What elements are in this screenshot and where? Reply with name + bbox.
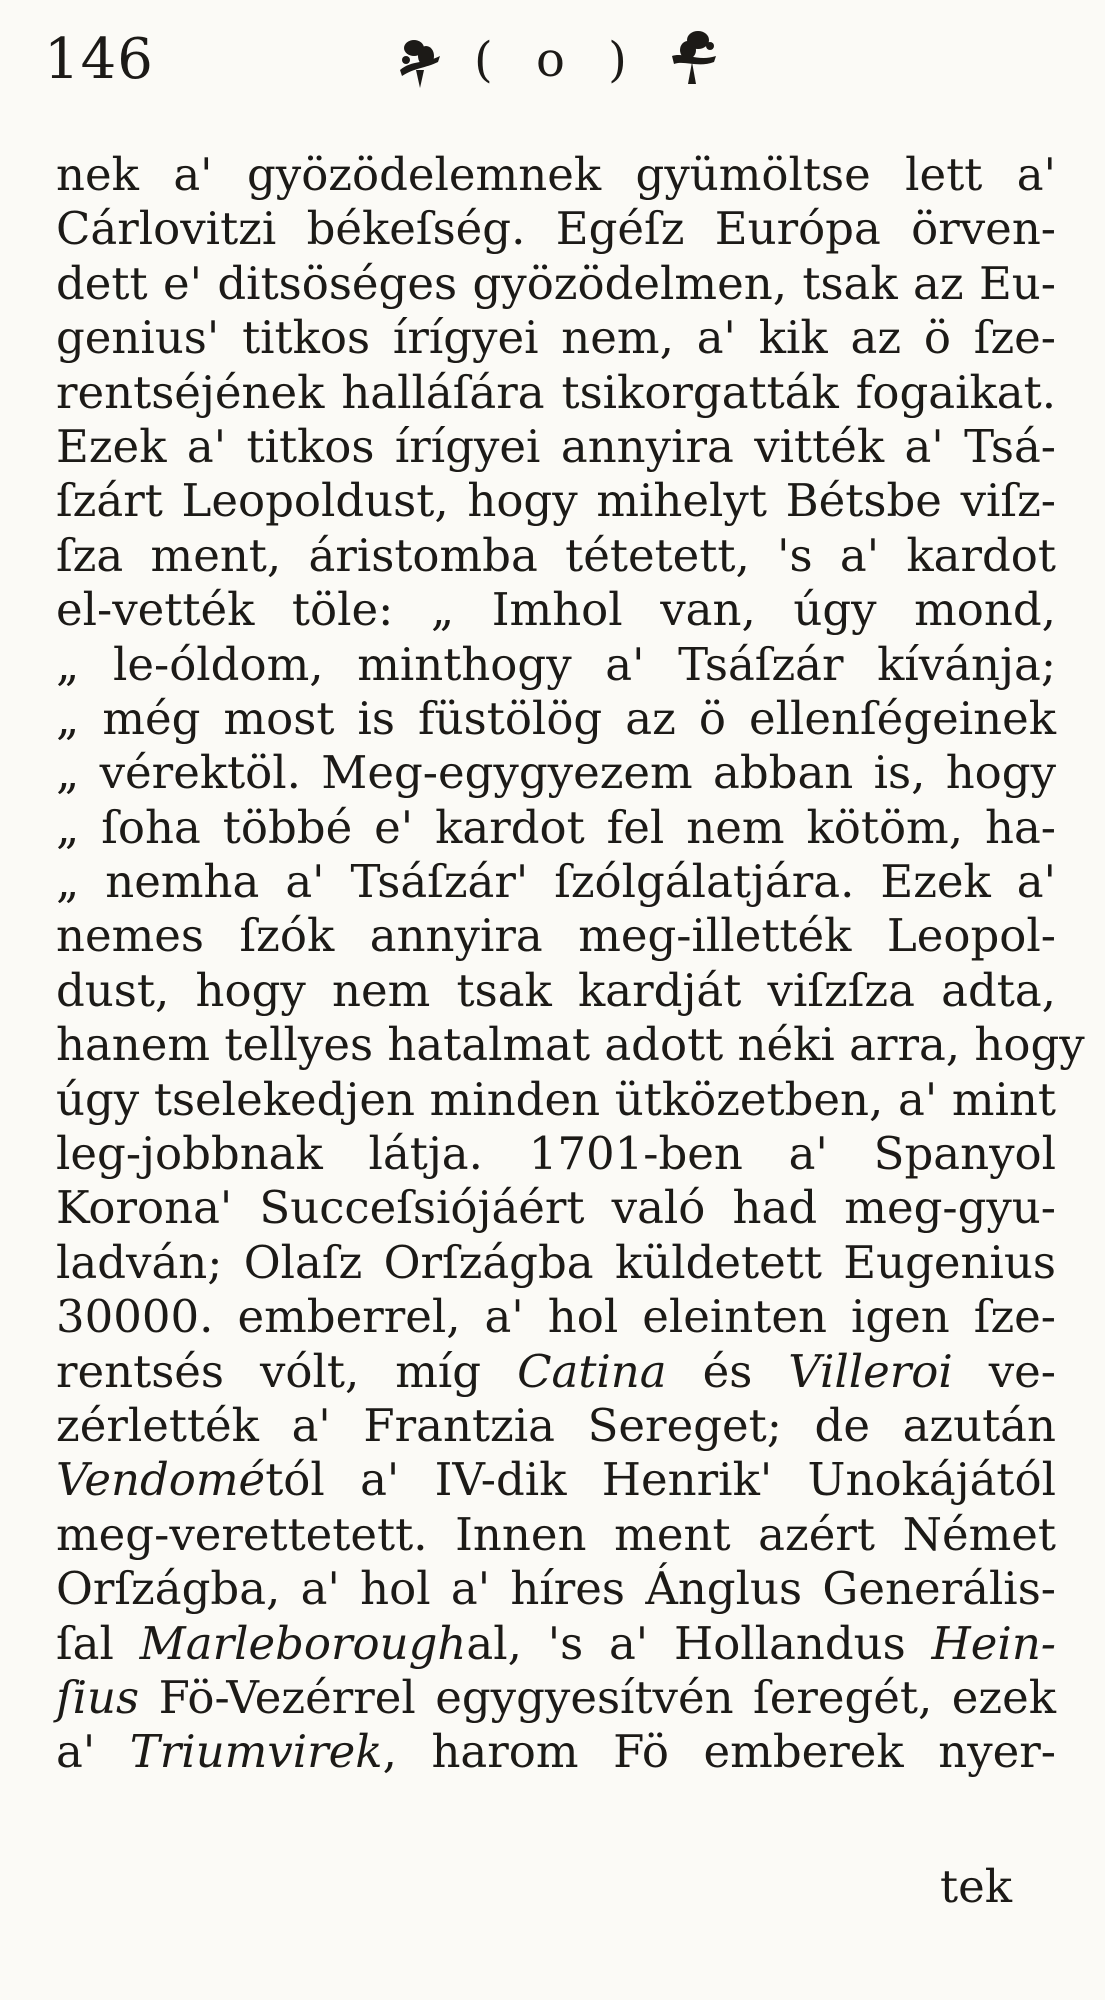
text-line: dust, hogy nem tsak kardját viſzſza adta, [56,963,1056,1017]
text-run: ve- [952,1344,1056,1398]
text-line: „ vérektöl. Meg-egygyezem abban is, hogy [56,746,1056,800]
text-run: Fö-Vezérrel egygyesítvén ſeregét, ezek [139,1670,1056,1724]
text-line: el-vették töle: „ Imhol van, úgy mond, [56,583,1056,637]
body-text [56,148,1085,1780]
text-line: Ezek a' titkos írígyei annyira vitték a' Tsá- [56,419,1056,473]
italic-name: Triumvirek [129,1725,383,1779]
italic-name: Catina [517,1344,667,1398]
page-number: 146 [44,27,154,92]
text-line: zérlették a' Frantzia Sereget; de azután [56,1398,1056,1452]
text-run: ſal [56,1616,140,1670]
italic-name: Villeroi [788,1344,953,1398]
text-line: hanem tellyes hatalmat adott néki arra, hogy [56,1018,1085,1072]
text-line: nemes ſzók annyira meg-illették Leopol- [56,909,1056,963]
text-line: ladván; Olaſz Orſzágba küldetett Eugenius [56,1235,1056,1289]
text-line: rentséjének halláſára tsikorgatták fogaikat. [56,365,1056,419]
text-run: és [666,1344,789,1398]
text-line: „ nemha a' Tsáſzár' ſzólgálatjára. Ezek a' [56,855,1056,909]
text-line: „ ſoha többé e' kardot fel nem kötöm, ha- [56,800,1056,854]
text-line: úgy tselekedjen minden ütközetben, a' mint [56,1072,1056,1126]
floral-ornament-icon [668,26,720,88]
text-line: ſzárt Leopoldust, hogy mihelyt Bétsbe viſz- [56,474,1056,528]
text-run: a' [56,1725,130,1779]
text-line: Orſzágba, a' hol a' híres Ánglus Generális- [56,1562,1056,1616]
text-line: nek a' gyözödelemnek gyümöltse lett a' [56,148,1056,201]
text-run: al, 's a' Hollandus [466,1616,932,1670]
text-line [56,1453,1056,1507]
italic-name: Hein- [931,1616,1056,1670]
text-line: Cárlovitzi békeſség. Egéſz Európa örven- [56,202,1056,256]
text-run: rentsés vólt, míg [56,1344,518,1398]
text-run: tól a' IV-dik Henrik' Unokájától [265,1453,1056,1507]
text-run: , harom Fö emberek nyer- [382,1725,1056,1779]
floral-ornament-icon [394,30,446,90]
text-line: leg-jobbnak látja. 1701-ben a' Spanyol [56,1127,1056,1181]
italic-name: ſius [56,1670,140,1724]
text-line [56,1725,1056,1779]
section-mark: ( o ) [474,32,641,88]
catchword: tek [940,1860,1012,1913]
text-line: genius' titkos írígyei nem, a' kik az ö ſze- [56,311,1056,365]
text-line [56,1345,1056,1399]
text-line: dett e' ditsöséges gyözödelmen, tsak az Eu- [56,256,1056,310]
text-line [56,1617,1056,1671]
text-line: „ még most is füstölög az ö ellenſégeinek [56,691,1056,745]
text-line: 30000. emberrel, a' hol eleinten igen ſze- [56,1290,1056,1344]
italic-name: Marleborough [139,1616,467,1670]
text-line [56,1671,1056,1725]
italic-name: Vendomé [56,1453,266,1507]
text-line: Korona' Succeſsiójáért való had meg-gyu- [56,1181,1056,1235]
text-line: ſza ment, áristomba tétetett, 's a' kardot [56,528,1056,582]
text-line: meg-verettetett. Innen ment azért Német [56,1507,1056,1561]
page-header [0,26,1105,96]
text-line: „ le-óldom, minthogy a' Tsáſzár kívánja; [56,637,1056,691]
